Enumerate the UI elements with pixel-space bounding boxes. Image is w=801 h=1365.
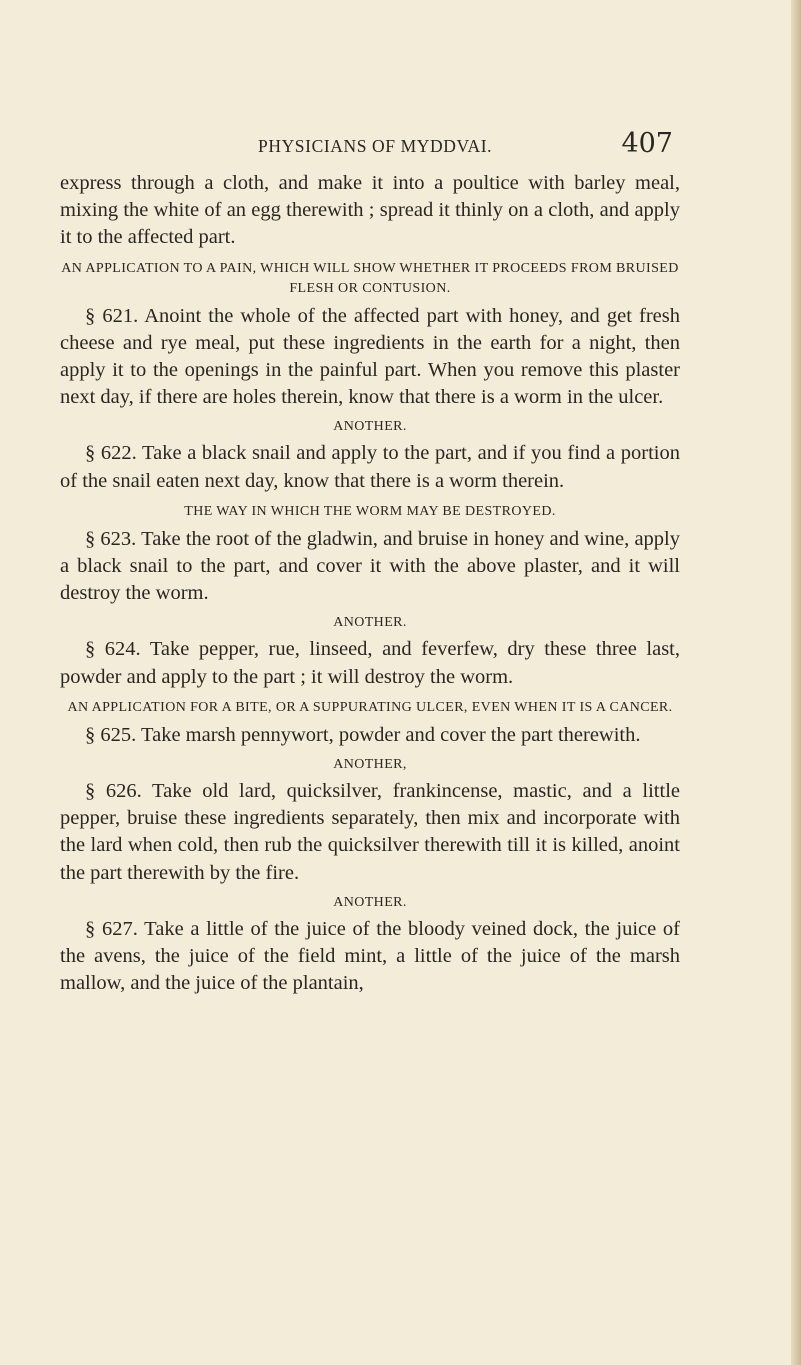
section-heading: THE WAY IN WHICH THE WORM MAY BE DESTROYED. — [184, 503, 556, 519]
paragraph-623: § 623. Take the root of the gladwin, and bruise in honey and wine, apply a black snail to the part, and cover it with the above plaster, and it will destroy the worm. — [60, 527, 680, 605]
section-heading: ANOTHER. — [333, 419, 407, 435]
section-heading: AN APPLICATION FOR A BITE, OR A SUPPURATING ULCER, EVEN WHEN IT IS A CANCER. — [67, 699, 673, 715]
section-heading: ANOTHER, — [333, 757, 407, 773]
book-page — [60, 128, 680, 997]
paragraph-626: § 626. Take old lard, quicksilver, frankincense, mastic, and a little pepper, bruise these ingredients separately, then mix and incorporate with the lard when cold, then rub the quicksilver therewith till it is killed, anoint the part therewith by the fire. — [60, 780, 680, 884]
paragraph-622: § 622. Take a black snail and apply to the part, and if you find a portion of the snail eaten next day, know that there is a worm therein. — [60, 442, 680, 492]
paragraph-624: § 624. Take pepper, rue, linseed, and feverfew, dry these three last, powder and apply to the part ; it will destroy the worm. — [60, 638, 680, 688]
paragraph-627: § 627. Take a little of the juice of the bloody veined dock, the juice of the avens, the juice of the field mint, a little of the juice of the marsh mallow, and the juice of the plantain, — [60, 917, 680, 995]
page-number: 407 — [621, 128, 673, 159]
page-edge — [791, 0, 801, 1365]
section-heading: ANOTHER. — [333, 894, 407, 910]
section-heading: ANOTHER. — [333, 615, 407, 631]
paragraph-621: § 621. Anoint the whole of the affected part with honey, and get fresh cheese and rye meal, put these ingredients in the earth for a night, then apply it to the openings in the painful part. When you remove this plaster next day, if there are holes therein, know that there is a worm in the ulcer. — [60, 304, 680, 409]
body-text — [60, 170, 680, 997]
section-heading: AN APPLICATION TO A PAIN, WHICH WILL SHOW WHETHER IT PROCEEDS FROM BRUISED FLESH OR CONTUSION. — [61, 260, 679, 296]
running-title: PHYSICIANS OF MYDDVAI. — [258, 136, 493, 156]
paragraph-continued: express through a cloth, and make it into a poultice with barley meal, mixing the white of an egg therewith ; spread it thinly on a cloth, and apply it to the affected part. — [60, 172, 680, 249]
running-head — [60, 128, 680, 168]
paragraph-625: § 625. Take marsh pennywort, powder and cover the part therewith. — [85, 723, 641, 746]
